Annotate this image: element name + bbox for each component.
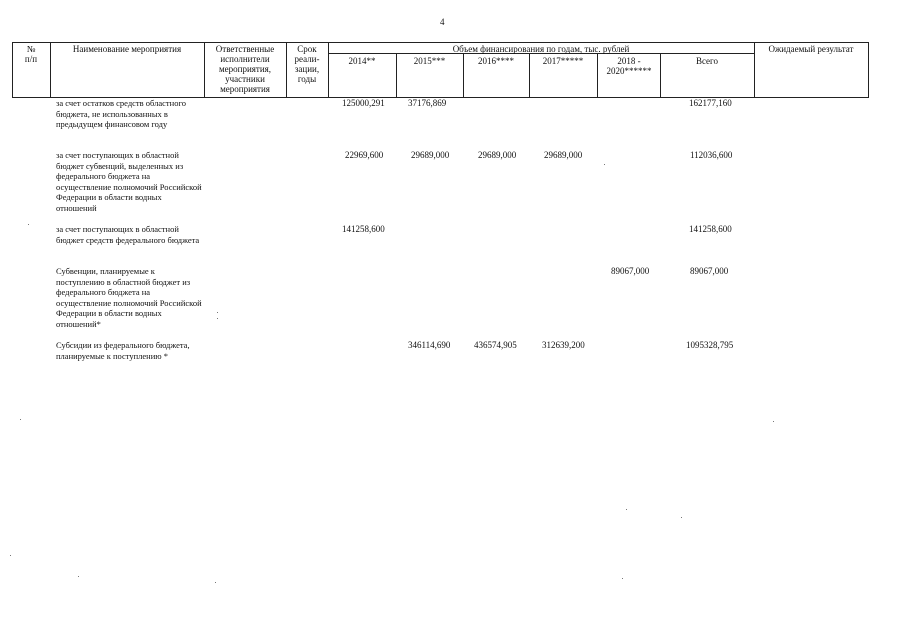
row-value-2015: 29689,000 [411, 150, 450, 160]
header-name: Наименование мероприятия [72, 44, 182, 54]
header-year-2014: 2014** [348, 56, 376, 66]
row-name: Субсидии из федерального бюджета, планируемые к поступлению * [56, 340, 190, 361]
header-year-2018: 2018 - 2020****** [606, 56, 652, 76]
row-total: 112036,600 [690, 150, 733, 160]
header-term: Срок реали-зации, годы [294, 44, 320, 84]
header-no: № п/п [24, 44, 38, 64]
header-year-2016: 2016**** [478, 56, 514, 66]
row-value-2017: 312639,200 [542, 340, 585, 350]
row-name: за счет поступающих в областной бюджет средств федерального бюджета [56, 224, 200, 245]
row-name: за счет поступающих в областной бюджет субвенций, выделенных из федерального бюджета на осуществление полномочий Российской Федерации в области водных отношений [56, 150, 202, 213]
row-value-2018: 89067,000 [611, 266, 650, 276]
page-number: 4 [440, 17, 445, 27]
header-year-2015: 2015*** [413, 56, 446, 66]
row-value-2014: 125000,291 [342, 98, 385, 108]
header-responsible: Ответственные исполнители мероприятия, участники мероприятия [215, 44, 275, 94]
row-name: Субвенции, планируемые к поступлению в областной бюджет из федерального бюджета на осуществление полномочий Российской Федерации в области водных отношений* [56, 266, 202, 329]
row-name: за счет остатков средств областного бюджета, не использованных в предыдущем финансовом году [56, 98, 186, 129]
header-total: Всего [695, 56, 719, 66]
row-value-2014: 141258,600 [342, 224, 385, 234]
row-value-2014: 22969,600 [345, 150, 384, 160]
row-total: 141258,600 [689, 224, 732, 234]
header-result: Ожидаемый результат [768, 44, 854, 54]
row-total: 162177,160 [689, 98, 732, 108]
header-financing: Объем финансирования по годам, тыс. рублей [452, 44, 630, 54]
row-value-2016: 436574,905 [474, 340, 517, 350]
row-value-2016: 29689,000 [478, 150, 517, 160]
row-value-2017: 29689,000 [544, 150, 583, 160]
row-total: 1095328,795 [686, 340, 734, 350]
row-total: 89067,000 [690, 266, 729, 276]
header-year-2017: 2017***** [542, 56, 584, 66]
row-value-2015: 346114,690 [408, 340, 451, 350]
row-value-2015: 37176,869 [408, 98, 447, 108]
